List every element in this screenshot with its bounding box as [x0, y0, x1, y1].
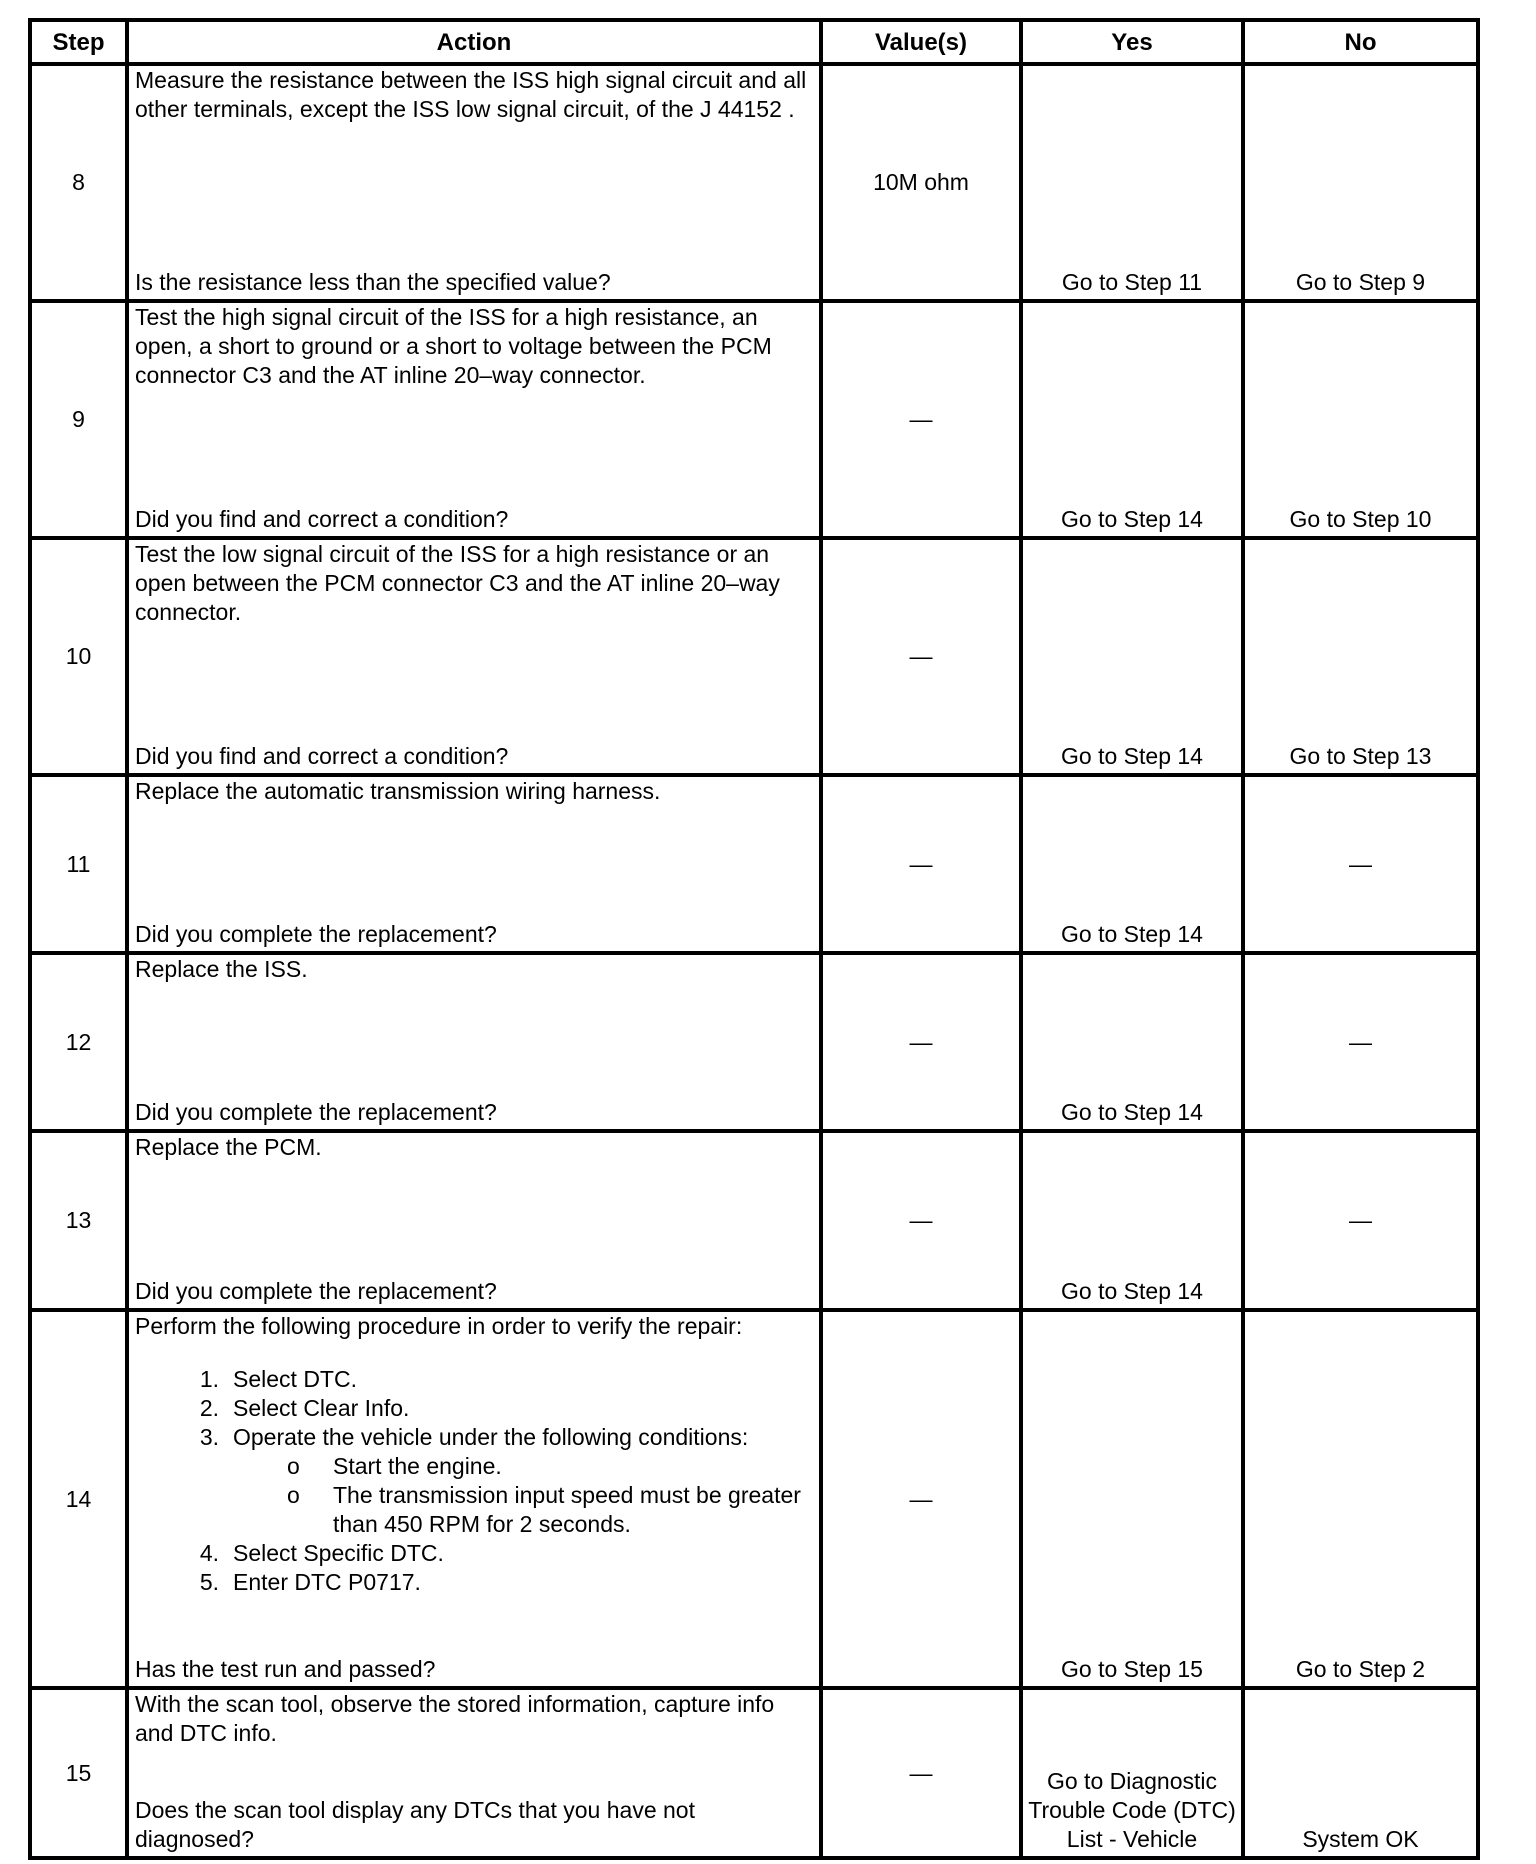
table-row: [30, 64, 1478, 301]
table-row: [30, 953, 1478, 1131]
action-instruction: Replace the PCM.: [135, 1134, 322, 1160]
procedure-step: [185, 1568, 813, 1597]
table-row: [30, 1131, 1478, 1310]
action-instruction: Replace the ISS.: [135, 956, 308, 982]
table-row: [30, 538, 1478, 775]
action-question: Did you find and correct a condition?: [135, 506, 509, 532]
procedure-sublist: [233, 1452, 813, 1539]
step-number: 9: [30, 301, 127, 538]
action-question: Is the resistance less than the specified value?: [135, 269, 611, 295]
action-question: Did you complete the replacement?: [135, 1099, 497, 1125]
value-cell: —: [821, 538, 1021, 775]
yes-cell: Go to Step 14: [1021, 1131, 1243, 1310]
procedure-step-text: Select DTC.: [233, 1366, 357, 1392]
procedure-subitem: [287, 1481, 813, 1539]
header-row: [30, 20, 1478, 64]
action-cell: [127, 953, 821, 1131]
procedure-step-text: Operate the vehicle under the following conditions:: [233, 1424, 749, 1450]
diagnostic-table: [28, 18, 1480, 1860]
value-cell: —: [821, 301, 1021, 538]
yes-cell: Go to Step 14: [1021, 301, 1243, 538]
action-cell: [127, 301, 821, 538]
procedure-step-text: Select Specific DTC.: [233, 1540, 444, 1566]
no-cell: —: [1243, 953, 1478, 1131]
value-cell: —: [821, 953, 1021, 1131]
step-number: 15: [30, 1688, 127, 1858]
action-question: Did you find and correct a condition?: [135, 743, 509, 769]
procedure-list: [135, 1365, 813, 1597]
header-yes: Yes: [1021, 20, 1243, 64]
table-row: [30, 301, 1478, 538]
header-action: Action: [127, 20, 821, 64]
step-number: 11: [30, 775, 127, 953]
table-row: [30, 1688, 1478, 1858]
table-row: [30, 1310, 1478, 1688]
step-number: 13: [30, 1131, 127, 1310]
action-cell: [127, 1310, 821, 1688]
procedure-step: [185, 1539, 813, 1568]
action-question: Has the test run and passed?: [135, 1656, 436, 1682]
procedure-step-number: 3.: [199, 1424, 219, 1450]
value-cell: —: [821, 775, 1021, 953]
yes-cell: Go to Diagnostic Trouble Code (DTC) List - Vehicle: [1021, 1688, 1243, 1858]
procedure-step-number: 1.: [199, 1366, 219, 1392]
procedure-subitem: [287, 1452, 813, 1481]
action-cell: [127, 538, 821, 775]
procedure-subitem-text: The transmission input speed must be greater than 450 RPM for 2 seconds.: [333, 1482, 801, 1537]
step-number: 12: [30, 953, 127, 1131]
value-cell: —: [821, 1131, 1021, 1310]
action-instruction: Replace the automatic transmission wiring harness.: [135, 778, 661, 804]
procedure-step-number: 2.: [199, 1395, 219, 1421]
no-cell: Go to Step 9: [1243, 64, 1478, 301]
procedure-step: [185, 1394, 813, 1423]
action-instruction: Test the low signal circuit of the ISS for a high resistance or an open between the PCM connector C3 and the AT inline 20–way connector.: [135, 541, 780, 625]
header-no: No: [1243, 20, 1478, 64]
action-cell: [127, 1131, 821, 1310]
action-cell: [127, 775, 821, 953]
no-cell: —: [1243, 1131, 1478, 1310]
value-cell: 10M ohm: [821, 64, 1021, 301]
action-question: Did you complete the replacement?: [135, 921, 497, 947]
yes-cell: Go to Step 14: [1021, 538, 1243, 775]
procedure-step-number: 4.: [199, 1540, 219, 1566]
action-instruction: With the scan tool, observe the stored information, capture info and DTC info.: [135, 1691, 775, 1746]
procedure-step-text: Select Clear Info.: [233, 1395, 410, 1421]
table-row: [30, 775, 1478, 953]
header-step: Step: [30, 20, 127, 64]
procedure-subitem-text: Start the engine.: [333, 1453, 502, 1479]
procedure-step-number: 5.: [199, 1569, 219, 1595]
action-cell: [127, 64, 821, 301]
procedure-step: [185, 1365, 813, 1394]
bullet-icon: o: [287, 1482, 300, 1508]
action-instruction: Measure the resistance between the ISS high signal circuit and all other terminals, except the ISS low signal circuit, of the J 44152 .: [135, 67, 807, 122]
value-cell: —: [821, 1310, 1021, 1688]
no-cell: Go to Step 13: [1243, 538, 1478, 775]
yes-cell: Go to Step 14: [1021, 775, 1243, 953]
action-instruction: Perform the following procedure in order to verify the repair:: [135, 1313, 743, 1339]
bullet-icon: o: [287, 1453, 300, 1479]
no-cell: —: [1243, 775, 1478, 953]
yes-cell: Go to Step 11: [1021, 64, 1243, 301]
no-cell: System OK: [1243, 1688, 1478, 1858]
action-question: Does the scan tool display any DTCs that you have not diagnosed?: [135, 1797, 695, 1852]
header-values: Value(s): [821, 20, 1021, 64]
procedure-step-text: Enter DTC P0717.: [233, 1569, 421, 1595]
action-cell: [127, 1688, 821, 1858]
no-cell: Go to Step 2: [1243, 1310, 1478, 1688]
yes-cell: Go to Step 15: [1021, 1310, 1243, 1688]
action-question: Did you complete the replacement?: [135, 1278, 497, 1304]
step-number: 8: [30, 64, 127, 301]
yes-cell: Go to Step 14: [1021, 953, 1243, 1131]
action-instruction: Test the high signal circuit of the ISS for a high resistance, an open, a short to ground or a short to voltage between the PCM connector C3 and the AT inline 20–way connector.: [135, 304, 772, 388]
value-cell: —: [821, 1688, 1021, 1858]
procedure-step: [185, 1423, 813, 1539]
step-number: 10: [30, 538, 127, 775]
step-number: 14: [30, 1310, 127, 1688]
no-cell: Go to Step 10: [1243, 301, 1478, 538]
